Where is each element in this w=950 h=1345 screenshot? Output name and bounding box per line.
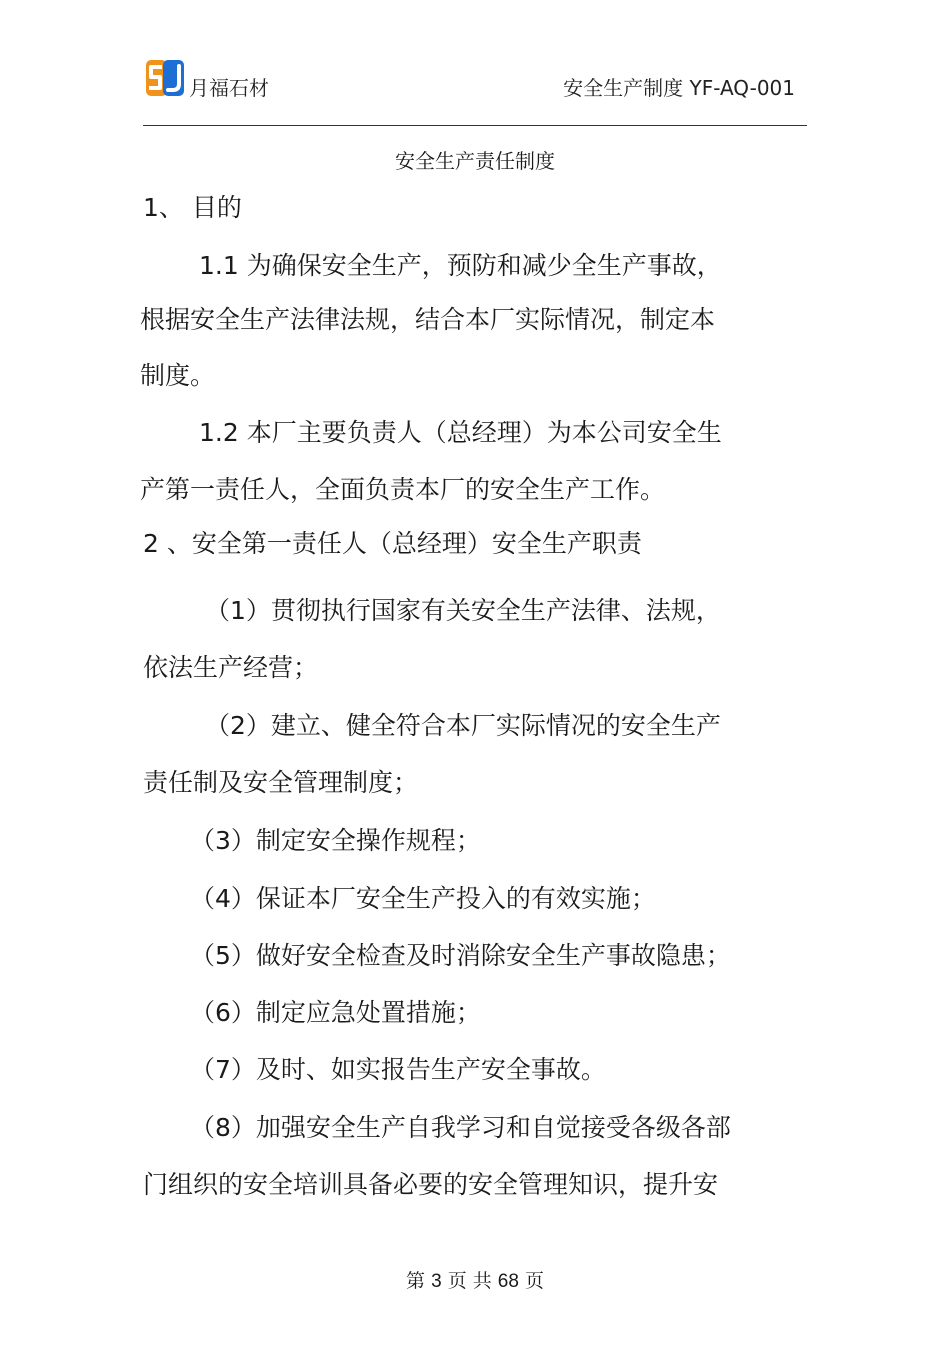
section-heading: 1、 目的 bbox=[143, 193, 242, 222]
header-divider bbox=[143, 125, 807, 126]
page-title: 安全生产责任制度 bbox=[395, 149, 555, 173]
paragraph-line: 产第一责任人，全面负责本厂的安全生产工作。 bbox=[140, 475, 666, 504]
page-number bbox=[0, 1266, 950, 1293]
paragraph-line: 1.2 本厂主要负责人（总经理）为本公司安全生 bbox=[199, 418, 722, 447]
section-heading: 2 、安全第一责任人（总经理）安全生产职责 bbox=[143, 529, 642, 558]
paragraph-line: 1.1 为确保安全生产，预防和减少全生产事故， bbox=[199, 251, 722, 280]
list-item-continuation: 门组织的安全培训具备必要的安全管理知识，提升安 bbox=[143, 1170, 719, 1199]
list-item: （4）保证本厂安全生产投入的有效实施； bbox=[190, 884, 656, 913]
company-name: 月福石材 bbox=[189, 76, 269, 100]
list-item: （6）制定应急处置措施； bbox=[190, 998, 481, 1027]
page-prefix: 第 bbox=[406, 1270, 426, 1292]
paragraph-line: 根据安全生产法律法规，结合本厂实际情况，制定本 bbox=[140, 305, 716, 334]
total-pages: 68 bbox=[497, 1271, 519, 1292]
list-item-continuation: 责任制及安全管理制度； bbox=[143, 768, 419, 797]
list-item: （5）做好安全检查及时消除安全生产事故隐患； bbox=[190, 941, 731, 970]
list-item: （2）建立、健全符合本厂实际情况的安全生产 bbox=[205, 711, 721, 740]
current-page: 3 bbox=[431, 1271, 442, 1292]
list-item: （3）制定安全操作规程； bbox=[190, 826, 481, 855]
page-suffix: 页 bbox=[524, 1270, 544, 1292]
list-item: （8）加强安全生产自我学习和自觉接受各级各部 bbox=[190, 1113, 731, 1142]
document-code: 安全生产制度 YF-AQ-001 bbox=[563, 76, 795, 100]
company-logo-icon bbox=[146, 60, 184, 96]
list-item-continuation: 依法生产经营； bbox=[143, 653, 319, 682]
list-item: （7）及时、如实报告生产安全事故。 bbox=[190, 1055, 606, 1084]
page-mid: 页 共 bbox=[447, 1270, 492, 1292]
paragraph-line: 制度。 bbox=[140, 361, 216, 390]
list-item: （1）贯彻执行国家有关安全生产法律、法规， bbox=[205, 596, 721, 625]
